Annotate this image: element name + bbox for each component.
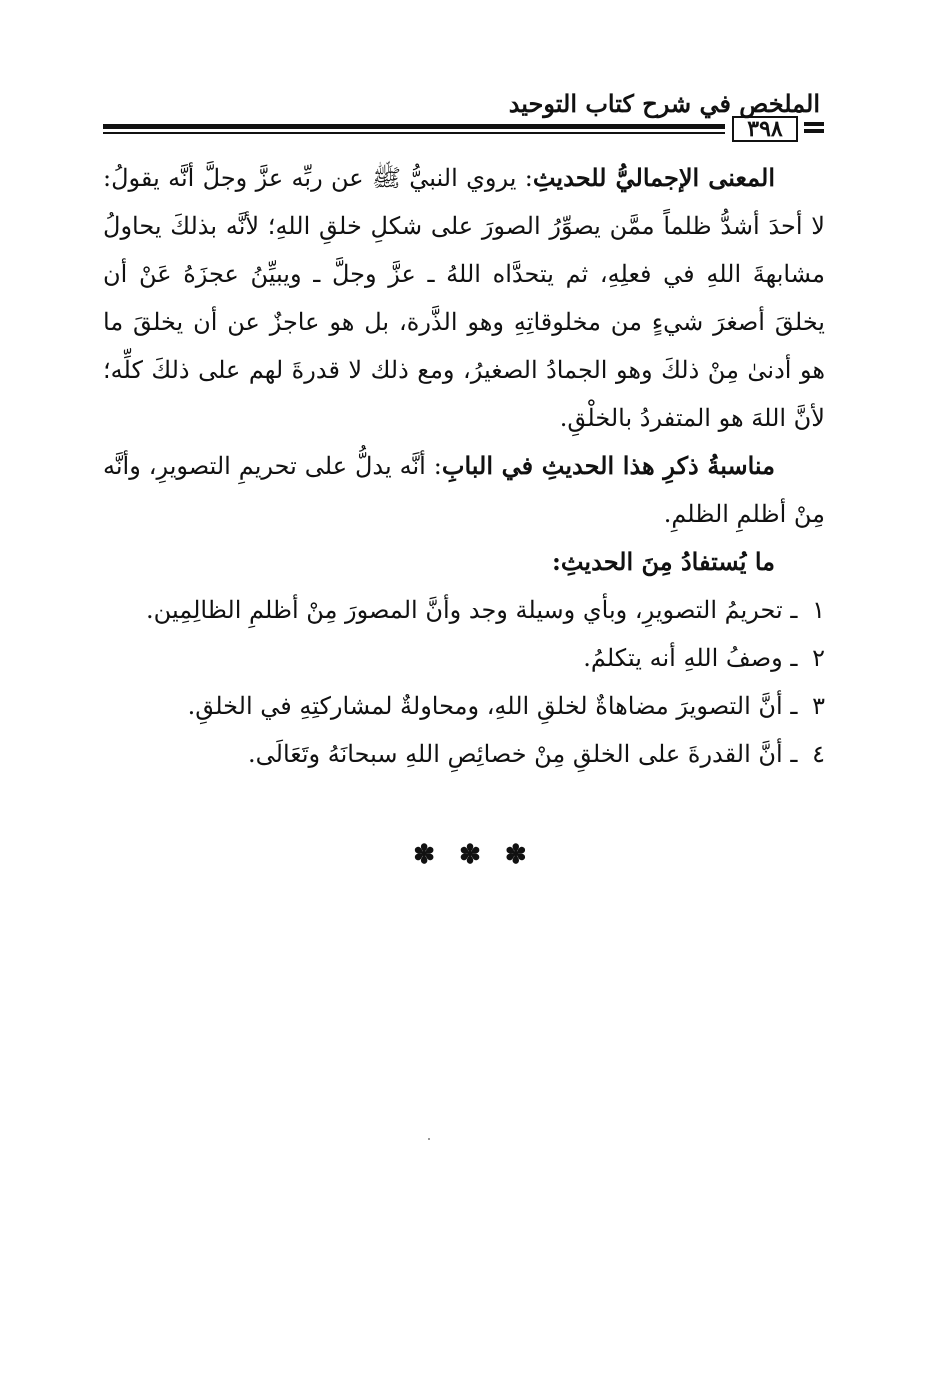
overall-meaning-heading: المعنى الإجماليُّ للحديثِ <box>532 163 775 192</box>
benefit-item <box>103 682 825 730</box>
benefit-text: تحريمُ التصويرِ، وبأي وسيلة وجد وأنَّ المصورَ مِنْ أظلمِ الظالِمِين. <box>146 596 783 624</box>
benefit-text: وصفُ اللهِ أنه يتكلمُ. <box>583 644 783 672</box>
relevance-text: : أنَّه يدلُّ على تحريمِ التصويرِ، وأنَّه مِنْ أظلمِ الظلمِ. <box>103 452 825 528</box>
paper-speck <box>428 1138 430 1140</box>
benefits-heading: ما يُستفادُ مِنَ الحديثِ: <box>551 547 775 576</box>
benefit-item <box>103 730 825 778</box>
benefit-separator: ـ <box>790 644 798 672</box>
benefit-number: ٢ <box>812 644 825 672</box>
header-rule-thick <box>103 124 725 129</box>
page-number: ٣٩٨ <box>732 116 798 142</box>
page-number-mark-line-bottom <box>804 129 824 133</box>
benefit-separator: ـ <box>790 740 798 768</box>
header-rule-thin <box>103 132 725 134</box>
relevance-heading: مناسبةُ ذكرِ هذا الحديثِ في البابِ <box>441 451 776 480</box>
running-title: الملخص في شرح كتاب التوحيد <box>508 89 820 118</box>
header-rule <box>103 118 725 140</box>
benefit-item <box>103 586 825 634</box>
overall-meaning-text: : يروي النبيُّ ﷺ عن ربِّه عزَّ وجلَّ أنَّه يقولُ: لا أحدَ أشدُّ ظلماً ممَّن يصوِّرُ الصورَ على شكلِ خلقِ اللهِ؛ لأنَّه بذلكَ يحاولُ مشابهةَ اللهِ في فعلِهِ، ثم يتحدَّاه اللهُ ـ عزَّ وجلَّ ـ ويبيِّنُ عجزَهُ عَنْ أن يخلقَ أصغرَ شيءٍ من مخلوقاتِهِ وهو الذَّرة، بل هو عاجزٌ عن أن يخلقَ ما هو أدنىٰ مِنْ ذلكَ وهو الجمادُ الصغيرُ، ومع ذلك لا قدرةَ لهم على ذلكَ كلِّه؛ لأنَّ اللهَ هو المتفردُ بالخلْقِ. <box>103 164 826 432</box>
benefit-number: ٤ <box>812 740 825 768</box>
ornament-star-icon: ✽ <box>459 840 481 870</box>
benefit-number: ٣ <box>812 692 825 720</box>
page-number-mark <box>804 119 824 137</box>
overall-meaning-paragraph <box>103 154 825 442</box>
benefits-list <box>103 586 825 778</box>
ornament-star-icon: ✽ <box>504 840 527 870</box>
benefit-number: ١ <box>812 596 825 624</box>
ornament-star-icon: ✽ <box>413 840 436 870</box>
benefit-separator: ـ <box>790 596 798 624</box>
benefit-text: أنَّ القدرةَ على الخلقِ مِنْ خصائِصِ اللهِ سبحانَهُ وتَعَالَى. <box>248 740 783 768</box>
benefit-item <box>103 634 825 682</box>
relevance-paragraph <box>103 442 825 538</box>
benefit-text: أنَّ التصويرَ مضاهاةٌ لخلقِ اللهِ، ومحاولةٌ لمشاركتِهِ في الخلقِ. <box>187 692 783 720</box>
main-text <box>103 154 825 778</box>
section-end-ornament <box>370 840 570 870</box>
benefit-separator: ـ <box>790 692 798 720</box>
page-number-mark-line-top <box>804 122 824 126</box>
